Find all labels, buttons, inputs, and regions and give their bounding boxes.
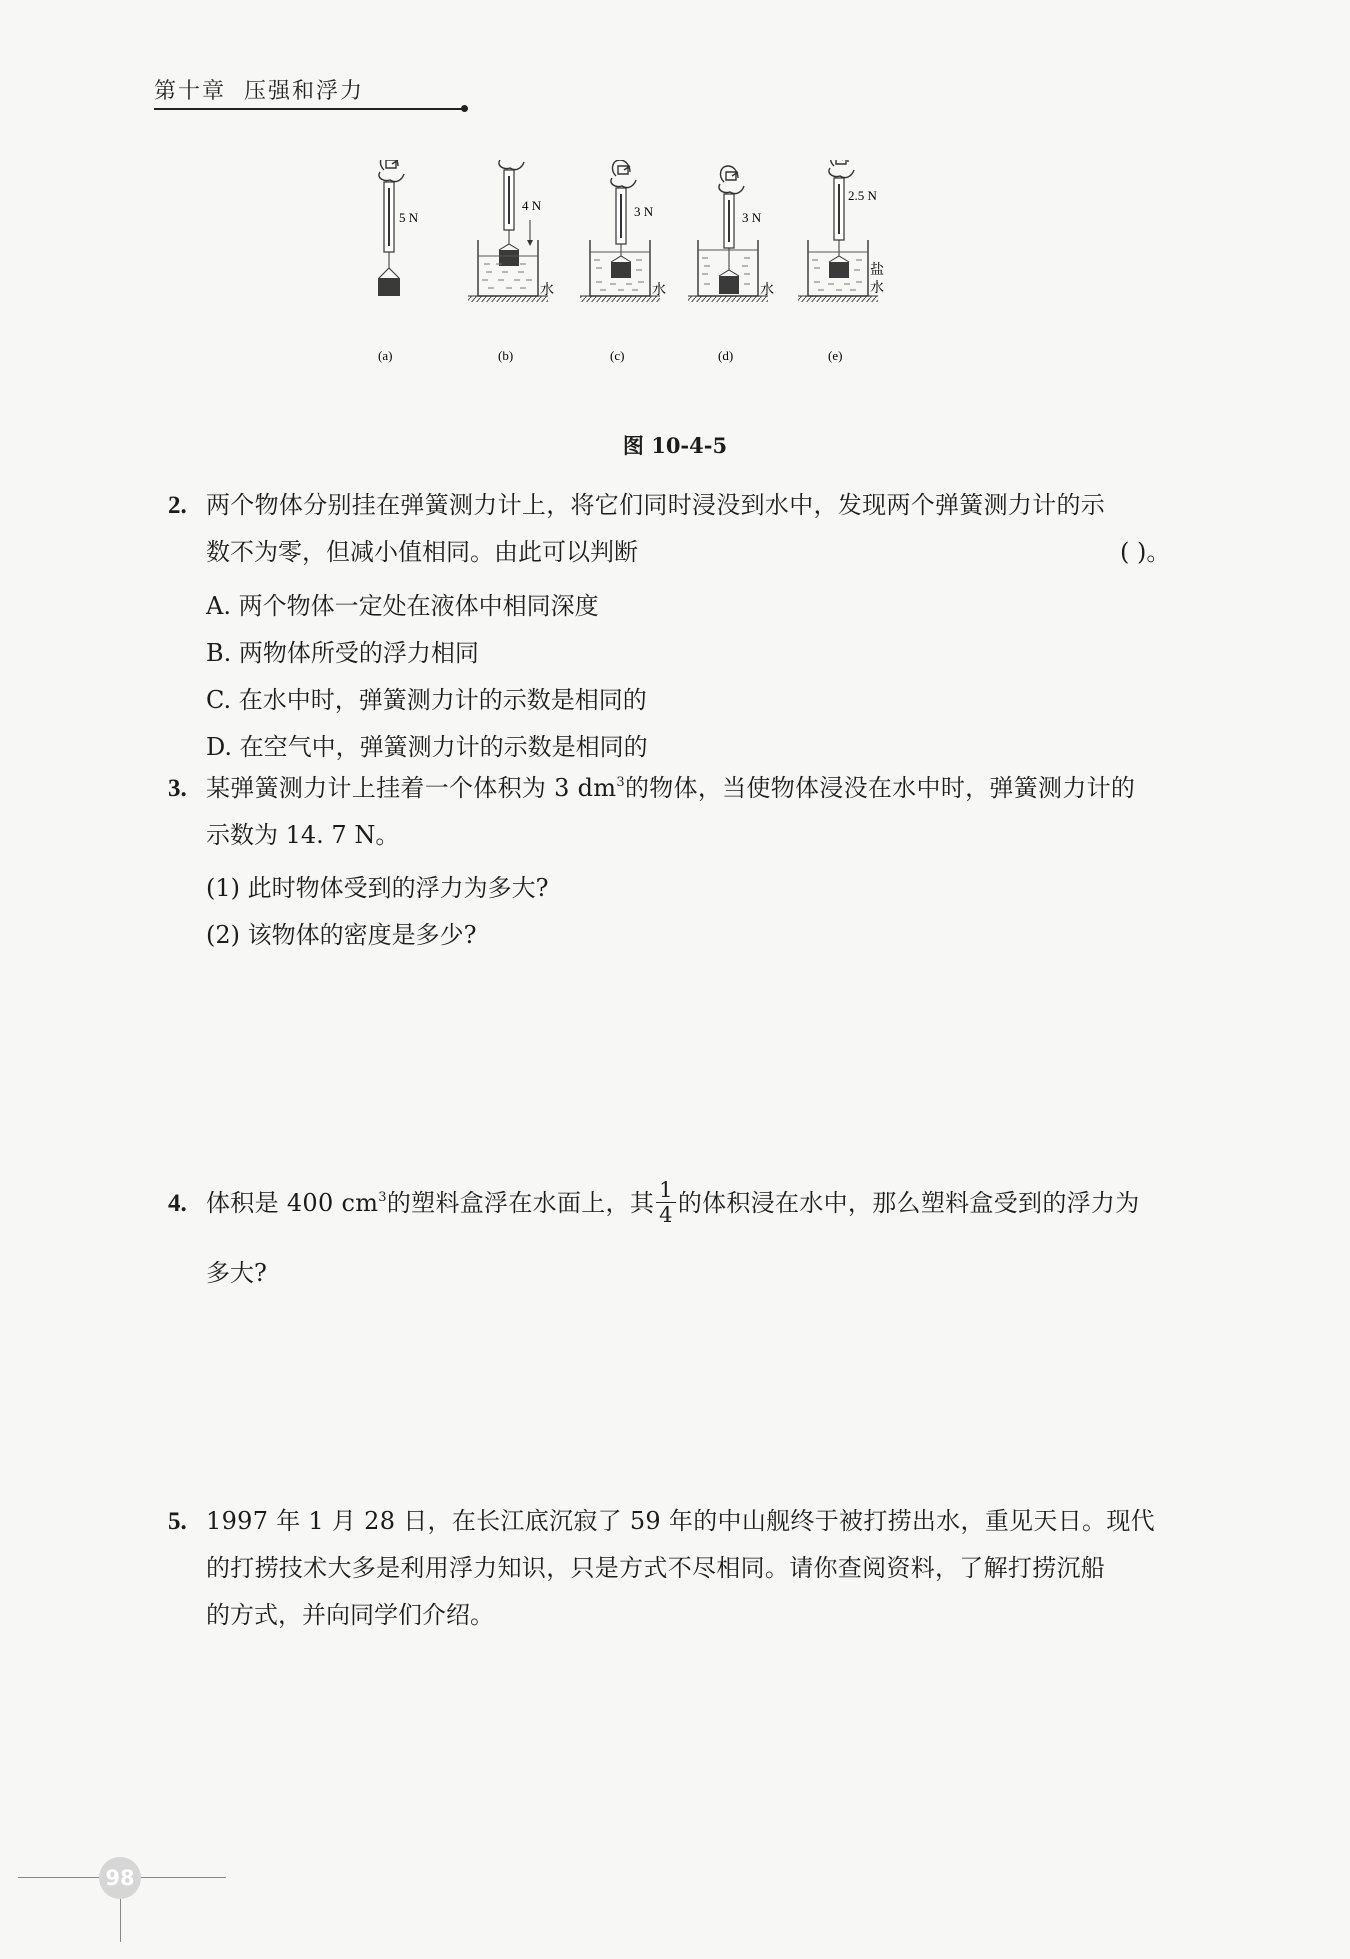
text-segment: 的塑料盒浮在水面上，其 [386, 1189, 655, 1217]
panel-e [798, 160, 884, 363]
header-rule [154, 108, 465, 110]
text-segment: 某弹簧测力计上挂着一个体积为 3 dm [206, 774, 617, 802]
question-text-line1 [206, 1180, 1140, 1229]
panel-b [468, 160, 554, 363]
page-number-rule-right [140, 1877, 226, 1878]
liquid-label: 水 [540, 282, 554, 298]
question-number: 2. [168, 492, 187, 519]
spring-scale-figure [370, 160, 1010, 420]
question-text-line3: 的方式，并向同学们介绍。 [206, 1601, 494, 1629]
liquid-label-line1: 盐 [870, 262, 884, 278]
sub-question-1: (1) 此时物体受到的浮力为多大? [206, 874, 549, 902]
option-d: D. 在空气中，弹簧测力计的示数是相同的 [206, 733, 648, 761]
panel-label: (a) [378, 348, 393, 363]
scale-reading: 2.5 N [848, 188, 877, 203]
figure-caption: 图 10-4-5 [622, 433, 728, 458]
superscript: 3 [616, 775, 625, 790]
panel-label: (b) [498, 348, 514, 363]
metal-block [378, 278, 400, 296]
panel-d [688, 166, 774, 363]
scale-reading: 3 N [742, 210, 762, 225]
question-text-line2: 的打捞技术大多是利用浮力知识，只是方式不尽相同。请你查阅资料，了解打捞沉船 [206, 1554, 1106, 1582]
sub-question-2: (2) 该物体的密度是多少? [206, 921, 477, 949]
header-rule-dot [461, 105, 468, 112]
option-a: A. 两个物体一定处在液体中相同深度 [206, 592, 599, 620]
chapter-number: 第十章 [154, 79, 227, 104]
question-number: 3. [168, 775, 187, 802]
liquid-label: 水 [760, 282, 774, 298]
superscript: 3 [378, 1190, 387, 1205]
text-segment: 体积是 400 cm [206, 1189, 379, 1217]
fraction-numerator: 1 [656, 1178, 676, 1203]
question-text-line1: 两个物体分别挂在弹簧测力计上，将它们同时浸没到水中，发现两个弹簧测力计的示 [206, 491, 1106, 519]
panel-a [378, 160, 419, 363]
answer-blank: ( )。 [1120, 538, 1171, 566]
question-text-line1 [206, 765, 1135, 812]
question-text-line2: 数不为零，但减小值相同。由此可以判断 [206, 538, 638, 566]
fraction [656, 1178, 676, 1227]
liquid-label: 水 [652, 282, 666, 298]
scale-reading: 3 N [634, 204, 654, 219]
question-number: 4. [168, 1190, 187, 1217]
chapter-header [154, 74, 364, 105]
text-segment: 的体积浸在水中，那么塑料盒受到的浮力为 [677, 1189, 1140, 1217]
option-b: B. 两物体所受的浮力相同 [206, 639, 479, 667]
question-number: 5. [168, 1508, 187, 1535]
question-text-line1: 1997 年 1 月 28 日，在长江底沉寂了 59 年的中山舰终于被打捞出水，重见天日。现代 [206, 1507, 1155, 1535]
page-number: 98 [99, 1857, 141, 1899]
page-number-rule-left [18, 1877, 102, 1878]
panel-label: (c) [610, 348, 625, 363]
liquid-label-line2: 水 [870, 280, 884, 296]
text-segment: 的物体，当使物体浸没在水中时，弹簧测力计的 [624, 774, 1136, 802]
scale-reading: 5 N [399, 210, 419, 225]
page-number-rule-vertical [120, 1896, 121, 1942]
scale-reading: 4 N [522, 198, 542, 213]
question-text-line2: 多大? [206, 1259, 267, 1287]
panel-label: (e) [828, 348, 843, 363]
fraction-denominator: 4 [659, 1203, 673, 1227]
panel-c [580, 160, 666, 363]
question-text-line2: 示数为 14. 7 N。 [206, 821, 400, 849]
option-c: C. 在水中时，弹簧测力计的示数是相同的 [206, 686, 647, 714]
panel-label: (d) [718, 348, 734, 363]
chapter-title: 压强和浮力 [244, 79, 365, 104]
